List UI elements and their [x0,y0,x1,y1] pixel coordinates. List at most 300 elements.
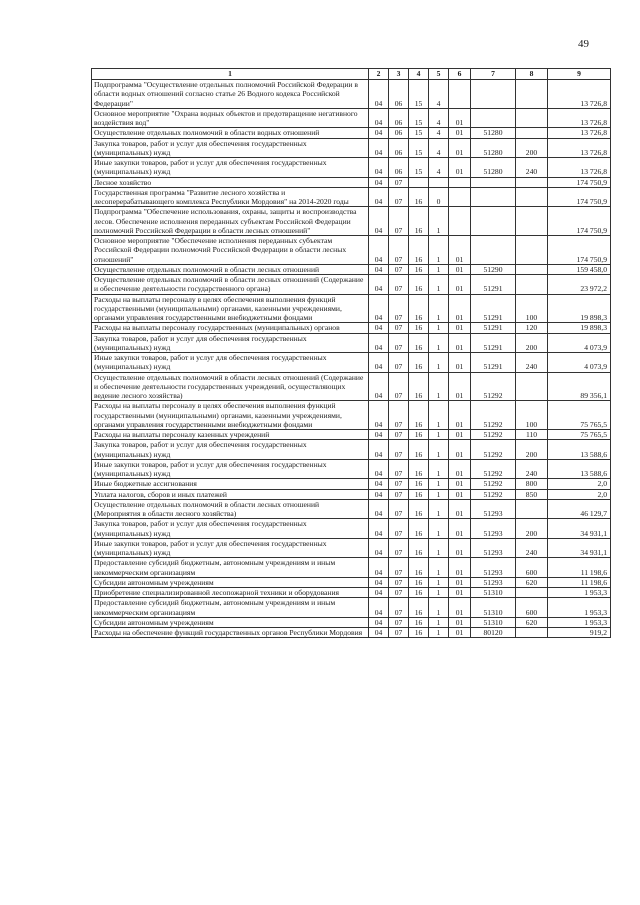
row-code-cell: 1 [429,401,449,430]
row-code-cell: 1 [429,430,449,440]
row-amount-cell: 75 765,5 [548,430,611,440]
row-name-cell: Закупка товаров, работ и услуг для обеспечения государственных (муниципальных) нужд [92,333,369,353]
row-code-cell [516,628,548,638]
row-code-cell: 16 [409,323,429,333]
header-cell: 2 [369,69,389,80]
table-row [92,588,611,598]
row-code-cell: 01 [449,588,471,598]
row-code-cell: 07 [389,628,409,638]
row-code-cell: 04 [369,588,389,598]
row-name-cell: Осуществление отдельных полномочий в области лесных отношений (Содержание и обеспечение деятельности государственного органа) [92,275,369,295]
row-code-cell: 16 [409,236,429,265]
row-code-cell [516,264,548,274]
row-code-cell: 07 [389,588,409,598]
row-code-cell: 07 [389,489,409,499]
row-amount-cell: 4 073,9 [548,333,611,353]
row-code-cell: 16 [409,598,429,618]
row-code-cell: 01 [449,236,471,265]
table-row [92,372,611,401]
row-name-cell: Закупка товаров, работ и услуг для обеспечения государственных (муниципальных) нужд [92,440,369,460]
row-amount-cell: 13 588,6 [548,440,611,460]
row-code-cell: 07 [389,294,409,323]
row-code-cell: 16 [409,264,429,274]
row-code-cell: 16 [409,588,429,598]
row-name-cell: Расходы на выплаты персоналу в целях обеспечения выполнения функций государственными (муниципальными) органами, казенными учреждениями, органами управления государственными внебюджетными фондами [92,401,369,430]
row-code-cell [449,80,471,109]
row-amount-cell: 11 198,6 [548,577,611,587]
row-code-cell: 07 [389,372,409,401]
table-row [92,264,611,274]
row-code-cell: 51292 [471,489,516,499]
row-code-cell [471,207,516,236]
row-code-cell: 16 [409,558,429,578]
row-code-cell: 51292 [471,440,516,460]
row-code-cell: 1 [429,275,449,295]
table-row [92,558,611,578]
header-cell: 6 [449,69,471,80]
row-code-cell: 01 [449,617,471,627]
row-code-cell: 01 [449,353,471,373]
row-amount-cell: 1 953,3 [548,588,611,598]
row-code-cell: 01 [449,430,471,440]
row-code-cell: 620 [516,577,548,587]
row-name-cell: Расходы на обеспечение функций государственных органов Республики Мордовия [92,628,369,638]
row-code-cell: 04 [369,80,389,109]
row-code-cell: 4 [429,138,449,158]
table-body [92,69,611,638]
row-code-cell: 16 [409,479,429,489]
row-code-cell [516,372,548,401]
row-code-cell [471,80,516,109]
row-code-cell: 51280 [471,138,516,158]
row-code-cell [429,177,449,187]
row-code-cell: 07 [389,558,409,578]
row-amount-cell: 13 726,8 [548,128,611,138]
row-amount-cell: 2,0 [548,489,611,499]
row-code-cell: 07 [389,353,409,373]
row-name-cell: Иные закупки товаров, работ и услуг для обеспечения государственных (муниципальных) нужд [92,538,369,558]
row-code-cell: 240 [516,538,548,558]
table-row [92,294,611,323]
row-code-cell: 16 [409,459,429,479]
row-code-cell: 01 [449,323,471,333]
row-name-cell: Осуществление отдельных полномочий в области лесных отношений (Мероприятия в области лесного хозяйства) [92,499,369,519]
row-code-cell: 04 [369,628,389,638]
row-code-cell: 51310 [471,588,516,598]
row-code-cell: 51280 [471,128,516,138]
row-name-cell: Осуществление отдельных полномочий в области лесных отношений [92,264,369,274]
row-code-cell: 1 [429,558,449,578]
row-name-cell: Приобретение специализированной лесопожарной техники и оборудования [92,588,369,598]
table-row [92,519,611,539]
row-name-cell: Подпрограмма "Осуществление отдельных полномочий Российской Федерации в области водных отношений согласно статье 26 Водного кодекса Российской Федерации" [92,80,369,109]
table-row [92,128,611,138]
row-code-cell: 04 [369,489,389,499]
row-code-cell: 240 [516,158,548,178]
row-amount-cell: 19 898,3 [548,323,611,333]
header-cell: 7 [471,69,516,80]
row-code-cell [449,177,471,187]
row-code-cell [449,187,471,207]
table-row [92,459,611,479]
table-row [92,628,611,638]
row-code-cell [516,499,548,519]
row-name-cell: Основное мероприятие "Охрана водных объектов и предотвращение негативного воздействия вод" [92,108,369,128]
row-amount-cell: 34 931,1 [548,519,611,539]
row-code-cell: 51310 [471,617,516,627]
table-row [92,489,611,499]
row-code-cell: 200 [516,333,548,353]
row-code-cell: 51291 [471,323,516,333]
table-row [92,236,611,265]
row-code-cell: 04 [369,158,389,178]
row-code-cell: 04 [369,372,389,401]
row-code-cell: 1 [429,207,449,236]
row-code-cell: 51293 [471,519,516,539]
row-code-cell: 800 [516,479,548,489]
row-code-cell: 0 [429,187,449,207]
header-cell: 5 [429,69,449,80]
row-code-cell: 04 [369,558,389,578]
row-code-cell: 620 [516,617,548,627]
row-code-cell: 07 [389,207,409,236]
row-code-cell: 16 [409,294,429,323]
table-row [92,499,611,519]
row-code-cell: 04 [369,353,389,373]
row-code-cell: 04 [369,577,389,587]
table-row [92,401,611,430]
row-code-cell: 120 [516,323,548,333]
row-code-cell: 1 [429,489,449,499]
row-code-cell: 01 [449,158,471,178]
row-amount-cell: 2,0 [548,479,611,489]
row-code-cell: 16 [409,333,429,353]
row-code-cell [471,177,516,187]
row-code-cell: 01 [449,519,471,539]
row-code-cell: 16 [409,353,429,373]
table-row [92,187,611,207]
row-code-cell: 4 [429,158,449,178]
row-code-cell: 07 [389,519,409,539]
row-code-cell: 15 [409,138,429,158]
table-row [92,108,611,128]
row-amount-cell: 1 953,3 [548,617,611,627]
row-amount-cell: 19 898,3 [548,294,611,323]
row-code-cell [516,177,548,187]
row-code-cell: 1 [429,294,449,323]
row-name-cell: Иные закупки товаров, работ и услуг для обеспечения государственных (муниципальных) нужд [92,459,369,479]
row-code-cell: 110 [516,430,548,440]
row-code-cell: 01 [449,275,471,295]
row-code-cell: 80120 [471,628,516,638]
row-code-cell: 16 [409,401,429,430]
table-row [92,275,611,295]
row-name-cell: Расходы на выплаты персоналу в целях обеспечения выполнения функций государственными (муниципальными) органами, казенными учреждениями, органами управления государственными внебюджетными фондами [92,294,369,323]
row-code-cell: 04 [369,108,389,128]
row-code-cell: 01 [449,264,471,274]
row-code-cell: 240 [516,353,548,373]
row-code-cell: 07 [389,577,409,587]
row-code-cell: 1 [429,440,449,460]
row-name-cell: Иные закупки товаров, работ и услуг для обеспечения государственных (муниципальных) нужд [92,353,369,373]
row-code-cell: 100 [516,294,548,323]
row-code-cell: 1 [429,628,449,638]
row-name-cell: Лесное хозяйство [92,177,369,187]
row-code-cell [516,187,548,207]
row-code-cell: 04 [369,479,389,489]
row-code-cell [516,128,548,138]
row-code-cell: 51292 [471,479,516,489]
row-name-cell: Субсидии автономным учреждениям [92,617,369,627]
row-code-cell: 16 [409,519,429,539]
row-code-cell: 07 [389,430,409,440]
row-code-cell: 16 [409,489,429,499]
row-code-cell: 01 [449,489,471,499]
row-code-cell: 16 [409,538,429,558]
row-code-cell: 04 [369,617,389,627]
table-row [92,479,611,489]
row-code-cell: 15 [409,80,429,109]
row-code-cell: 51291 [471,333,516,353]
row-code-cell: 01 [449,628,471,638]
row-name-cell: Закупка товаров, работ и услуг для обеспечения государственных (муниципальных) нужд [92,519,369,539]
row-code-cell: 1 [429,577,449,587]
row-code-cell: 1 [429,519,449,539]
row-code-cell: 04 [369,323,389,333]
row-code-cell [516,236,548,265]
table-row [92,617,611,627]
row-amount-cell: 89 356,1 [548,372,611,401]
table-row [92,577,611,587]
row-code-cell: 16 [409,275,429,295]
row-code-cell: 01 [449,479,471,489]
row-code-cell: 51290 [471,264,516,274]
budget-table [91,68,611,638]
row-code-cell: 01 [449,598,471,618]
table-row [92,207,611,236]
row-code-cell: 07 [389,264,409,274]
row-code-cell: 04 [369,177,389,187]
row-amount-cell: 174 750,9 [548,187,611,207]
row-code-cell: 200 [516,519,548,539]
row-code-cell: 16 [409,430,429,440]
row-code-cell [409,177,429,187]
row-code-cell [516,207,548,236]
row-code-cell: 1 [429,538,449,558]
row-code-cell: 240 [516,459,548,479]
row-code-cell: 16 [409,617,429,627]
row-code-cell: 06 [389,128,409,138]
row-code-cell: 04 [369,459,389,479]
row-code-cell: 15 [409,158,429,178]
row-amount-cell: 46 129,7 [548,499,611,519]
row-code-cell: 51293 [471,538,516,558]
row-code-cell: 07 [389,177,409,187]
row-code-cell: 01 [449,577,471,587]
row-code-cell [516,588,548,598]
row-code-cell: 16 [409,628,429,638]
row-code-cell: 1 [429,598,449,618]
row-code-cell: 4 [429,108,449,128]
row-name-cell: Расходы на выплаты персоналу государственных (муниципальных) органов [92,323,369,333]
row-code-cell: 51292 [471,459,516,479]
row-code-cell: 1 [429,479,449,489]
row-code-cell: 07 [389,187,409,207]
row-code-cell: 01 [449,372,471,401]
row-code-cell: 04 [369,401,389,430]
row-code-cell: 07 [389,617,409,627]
row-code-cell: 1 [429,323,449,333]
row-code-cell: 51293 [471,499,516,519]
row-code-cell: 07 [389,479,409,489]
page-number: 49 [578,38,589,50]
header-cell: 8 [516,69,548,80]
row-code-cell: 06 [389,108,409,128]
row-name-cell: Иные закупки товаров, работ и услуг для обеспечения государственных (муниципальных) нужд [92,158,369,178]
row-code-cell: 04 [369,440,389,460]
row-code-cell [449,207,471,236]
row-code-cell: 51310 [471,598,516,618]
row-code-cell: 51293 [471,577,516,587]
row-code-cell: 51280 [471,158,516,178]
row-code-cell: 04 [369,519,389,539]
row-code-cell: 1 [429,459,449,479]
table-row [92,177,611,187]
row-code-cell: 16 [409,499,429,519]
row-code-cell: 15 [409,108,429,128]
row-code-cell: 04 [369,598,389,618]
table-row [92,598,611,618]
table-row [92,333,611,353]
row-code-cell: 07 [389,401,409,430]
table-row [92,138,611,158]
row-code-cell: 51292 [471,430,516,440]
row-name-cell: Осуществление отдельных полномочий в области водных отношений [92,128,369,138]
table-row [92,440,611,460]
row-code-cell: 04 [369,499,389,519]
row-code-cell: 1 [429,264,449,274]
row-code-cell: 200 [516,138,548,158]
row-code-cell: 01 [449,294,471,323]
row-code-cell: 04 [369,138,389,158]
row-code-cell [471,187,516,207]
row-amount-cell: 13 726,8 [548,108,611,128]
row-name-cell: Иные бюджетные ассигнования [92,479,369,489]
row-code-cell: 07 [389,323,409,333]
row-code-cell: 04 [369,187,389,207]
row-code-cell [471,108,516,128]
row-code-cell: 51292 [471,372,516,401]
row-code-cell: 07 [389,459,409,479]
row-code-cell: 01 [449,440,471,460]
row-code-cell: 06 [389,80,409,109]
row-amount-cell: 159 458,0 [548,264,611,274]
row-code-cell: 01 [449,538,471,558]
row-code-cell: 06 [389,138,409,158]
row-code-cell: 100 [516,401,548,430]
row-name-cell: Уплата налогов, сборов и иных платежей [92,489,369,499]
row-name-cell: Расходы на выплаты персоналу казенных учреждений [92,430,369,440]
row-code-cell: 01 [449,333,471,353]
row-code-cell: 04 [369,128,389,138]
header-cell: 4 [409,69,429,80]
row-code-cell: 07 [389,236,409,265]
row-amount-cell: 174 750,9 [548,236,611,265]
row-amount-cell: 11 198,6 [548,558,611,578]
table-header-row [92,69,611,80]
table-row [92,353,611,373]
row-name-cell: Осуществление отдельных полномочий в области лесных отношений (Содержание и обеспечение деятельности государственных учреждений, осуществляющих ведение лесного хозяйства) [92,372,369,401]
row-amount-cell: 4 073,9 [548,353,611,373]
row-code-cell: 600 [516,558,548,578]
row-code-cell: 4 [429,80,449,109]
row-name-cell: Предоставление субсидий бюджетным, автономным учреждениям и иным некоммерческим организациям [92,598,369,618]
row-code-cell: 1 [429,333,449,353]
row-amount-cell: 13 726,8 [548,80,611,109]
row-code-cell: 51291 [471,353,516,373]
header-cell: 9 [548,69,611,80]
row-code-cell: 1 [429,353,449,373]
row-code-cell: 16 [409,207,429,236]
row-code-cell: 1 [429,617,449,627]
row-amount-cell: 23 972,2 [548,275,611,295]
row-code-cell [516,275,548,295]
table-row [92,80,611,109]
row-code-cell: 850 [516,489,548,499]
row-code-cell: 07 [389,333,409,353]
row-code-cell: 01 [449,558,471,578]
row-amount-cell: 75 765,5 [548,401,611,430]
table-row [92,323,611,333]
table-row [92,158,611,178]
row-code-cell: 51291 [471,275,516,295]
row-code-cell: 01 [449,459,471,479]
row-code-cell: 04 [369,236,389,265]
header-cell: 1 [92,69,369,80]
row-name-cell: Государственная программа "Развитие лесного хозяйства и лесоперерабатывающего комплекса Республики Мордовия" на 2014-2020 годы [92,187,369,207]
row-code-cell: 04 [369,207,389,236]
row-code-cell: 200 [516,440,548,460]
row-code-cell: 51292 [471,401,516,430]
row-code-cell: 06 [389,158,409,178]
row-code-cell: 04 [369,333,389,353]
row-amount-cell: 34 931,1 [548,538,611,558]
row-name-cell: Субсидии автономным учреждениям [92,577,369,587]
row-code-cell: 07 [389,538,409,558]
row-name-cell: Основное мероприятие "Обеспечение исполнения переданных субъектам Российской Федерации полномочий Российской Федерации в области лесных отношений" [92,236,369,265]
row-amount-cell: 174 750,9 [548,177,611,187]
row-amount-cell: 13 726,8 [548,158,611,178]
row-code-cell: 04 [369,430,389,440]
row-code-cell: 04 [369,264,389,274]
table-row [92,538,611,558]
row-code-cell: 51291 [471,294,516,323]
row-code-cell: 01 [449,401,471,430]
row-code-cell: 01 [449,128,471,138]
row-code-cell: 4 [429,128,449,138]
row-code-cell [471,236,516,265]
row-code-cell: 16 [409,577,429,587]
row-name-cell: Предоставление субсидий бюджетным, автономным учреждениям и иным некоммерческим организациям [92,558,369,578]
row-code-cell: 01 [449,108,471,128]
row-code-cell: 16 [409,372,429,401]
row-name-cell: Подпрограмма "Обеспечение использования, охраны, защиты и воспроизводства лесов. Обеспечение исполнения переданных субъектам Российской Федерации полномочий Российской Федерации в области лесных отношений" [92,207,369,236]
row-code-cell: 01 [449,138,471,158]
row-code-cell: 1 [429,588,449,598]
header-cell: 3 [389,69,409,80]
row-amount-cell: 13 726,8 [548,138,611,158]
row-code-cell [516,108,548,128]
